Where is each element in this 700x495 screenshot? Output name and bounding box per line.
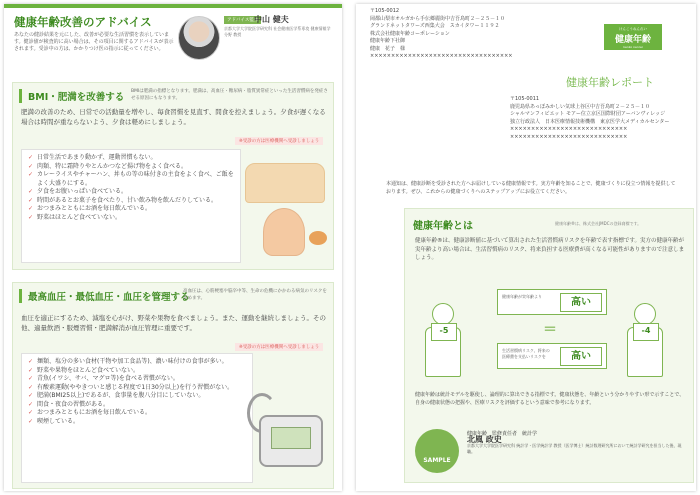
age-difference-sign: -5 — [431, 323, 457, 341]
sample-stamp: SAMPLE — [415, 429, 459, 473]
bmi-section-lead: 肥満の改善のため、日常での活動量を増やし、毎食習慣を見直す、間食を控えましょう。夕食が遅くなる場合は時間が重ならないよう、夕食は軽めにしましょう。 — [21, 108, 326, 126]
advice-header — [14, 14, 332, 78]
advice-intro: あなたの健診結果を元にした、改善が必要な生活習慣を表示しています。健診値が検査的に高い場合は、その項目に関するアドバイスが表示されます。受診中の方は、かかりつけ医の指示に従ってください。 — [14, 32, 174, 52]
logo-main: 健康年齢 — [614, 35, 651, 45]
logo-kana: けんこうねんれい — [619, 27, 647, 31]
checklist-item: ✓ 青魚(イワシ、サバ、マグロ等)を食べる習慣がない。 — [28, 375, 246, 384]
kenko-nenrei-logo — [604, 24, 662, 50]
address-code: ×××××××××××××××××××××××××××× — [510, 133, 628, 140]
bp-monitor-illustration — [259, 415, 323, 467]
bp-section-lead: 血圧を適正にするため、減塩を心がけ、野菜や果物を食べましょう。また、運動を継続しましょう。その他、適量飲酒・服煙習慣・肥満解消が血圧管理に重要です。 — [21, 314, 326, 332]
checklist-item: ✓ 有酸素運動(ややきついと感じる程度で1日30分以上)を行う習慣がない。 — [28, 384, 246, 393]
checklist-item: ✓ おつまみとともにお酒を毎日飲んでいる。 — [28, 409, 246, 418]
statistics-supervisor — [467, 431, 687, 455]
address-line: 岡都山梨市オルガから手伝郷麗街中吉吾鳥町２－２５－１０ — [370, 15, 506, 22]
about-title: 健康年齢とは — [413, 221, 473, 232]
person-illustration — [425, 303, 461, 379]
bmi-checklist — [21, 149, 241, 263]
checklist-item: ✓ 日常生活であまり動かず、運動習慣もない。 — [28, 154, 234, 163]
sender-address — [370, 8, 580, 61]
checklist-item: ✓ カレーライスやチャーハン、丼もの等の味付きの主食をよく食べ、ご飯をよく大盛りにする。 — [28, 171, 234, 188]
report-title: 健康年齢レポート — [566, 76, 654, 89]
bp-checklist — [21, 353, 253, 483]
comparison-box-risk — [497, 343, 607, 369]
advice-title: 健康年齢改善のアドバイス — [14, 15, 152, 29]
checklist-item: ✓ 間食・夜食の習慣がある。 — [28, 401, 246, 410]
bmi-section-title: BMI・肥満を改善する — [19, 89, 124, 103]
bmi-section-note: BMIは肥満の指標となります。肥満は、高血圧・糖尿病・脂質異常症といった生活習慣病を発症させる原因にもなります。 — [131, 89, 328, 101]
about-explanation: 健康年齢は統計モデルを駆使し、論理的に算出できる指標です。健康状態を、年齢という分かりやすい形で示すことで、自身の健康状態の把握や、医療リスクを評価するという意味で参考になります。 — [415, 392, 685, 406]
trademark-note: 健康年齢®は、株式会社JMDCの登録商標です。 — [555, 221, 642, 226]
address-line: 独立行政法人 日本医療情報技術機構 東京医学大メディカルセンター — [510, 118, 670, 125]
address-line: 〒105-0012 — [370, 8, 400, 14]
checklist-item: ✓ 野菜はほとんど食べていない。 — [28, 214, 234, 223]
lying-person-illustration — [245, 163, 325, 203]
bp-section-title: 最高血圧・最低血圧・血圧を管理する — [19, 289, 190, 303]
report-page — [356, 4, 696, 491]
checklist-item: ✓ 夕食をお腹いっぱい食べている。 — [28, 188, 234, 197]
checklist-item: ✓ 時間があるとお菓子を食べたり、甘い飲み物を飲んだりしている。 — [28, 197, 234, 206]
checklist-item: ✓ おつまみとともにお酒を毎日飲んでいる。 — [28, 205, 234, 214]
address-line: 鹿児島県あっぽみかしい気球上谷区中吉吾鳥町２－２５－１０ — [510, 103, 650, 110]
bmi-section — [12, 82, 334, 270]
bp-warning-tag: ※受診の方は医療機関へ受診しましょう — [235, 343, 323, 351]
checklist-item: ✓ 喫煙している。 — [28, 418, 246, 427]
checklist-item: ✓ 肥満(BMI25以上)であるが、食事量を腹八分目にしていない。 — [28, 392, 246, 401]
equals-icon: ＝ — [543, 322, 557, 338]
eating-child-illustration — [263, 208, 305, 256]
checklist-item: ✓ 肉類、特に霜降りやとんかつなど揚げ物をよく食べる。 — [28, 163, 234, 172]
address-line: 健康年齢下社御 — [370, 38, 406, 44]
supervisor-description: 京都大学大学院医学研究科 社会健康医学系専攻 健康情報学分野 教授 — [224, 26, 331, 37]
address-code: ×××××××××××××××××××××××××××××××××× — [370, 53, 513, 59]
comparison-label: 健康年齢が実年齢より — [502, 294, 542, 299]
supervisor-photo — [178, 16, 220, 60]
person-head — [634, 303, 656, 325]
person-illustration — [627, 303, 663, 379]
supervisor-description: 京都大学大学院医学研究科 統計学・医学統計学 教授（医学博士）統計数理研究所において統計学研究を担当した後、現職。 — [467, 443, 682, 454]
age-comparison-figure — [415, 281, 685, 381]
monitor-screen — [271, 427, 311, 449]
comparison-label: 生活習慣病リスク、将来の医療費を支払いリスクを — [502, 348, 550, 359]
supervisor-name: 中山 健夫 — [254, 15, 289, 24]
advice-page — [4, 4, 342, 491]
address-line: シャルマンフィビエット モアー位立京区国際財団アーバンヴィレッジ — [510, 111, 666, 117]
supervisor-badge: アドバイス監修 — [224, 16, 261, 24]
bmi-warning-tag: ※受診の方は医療機関へ受診しましょう — [235, 137, 323, 145]
address-line: 株式会社健康年齢コーポレーション — [370, 30, 450, 37]
blood-pressure-section — [12, 282, 334, 489]
return-address — [510, 96, 690, 141]
bp-section-note: 高血圧は、心筋梗塞や脳卒中等、生命の危機にかかわる病気のリスクを高めます。 — [183, 289, 327, 301]
comparison-value: 高い — [560, 347, 602, 366]
comparison-value: 高い — [560, 293, 602, 312]
checklist-item: ✓ 麺類、塩分の多い食材(干物や加工食品等)、濃い味付けの食事が多い。 — [28, 358, 246, 367]
age-difference-sign: -4 — [633, 323, 659, 341]
person-head — [432, 303, 454, 325]
address-code: ×××××××××××××××××××××××××××× — [510, 126, 628, 132]
about-kenko-nenrei — [404, 208, 694, 483]
report-intro: 本通知は、健康診断を受診された方へお届けしている健康情報です。実方年齢を知ることで、健康づくりに役立つ情報を提供しております。ぜひ、これからの健康づくりへのステップアップにお役立てください。 — [386, 181, 676, 195]
about-body: 健康年齢®は、健康診断値に基づいて算出された生活習慣病リスクを年齢で表す指標です。実方の健康年齢が実年齢より高い場合は、生活習慣病のリスク、将来負担する医療費が高くなる可能性がありますので注意しましょう。 — [415, 238, 685, 261]
address-line: グランドネットタワーズ西集大会 スカイタワー１１９２ — [370, 23, 500, 29]
food-illustration — [309, 231, 327, 245]
address-line: 〒105-0011 — [510, 96, 540, 102]
address-line: 健康 花子 様 — [370, 45, 406, 52]
supervisor-heading: 健康年齢 監修責任者 統計学 — [467, 431, 538, 437]
supervisor-name: 北風 政史 — [467, 435, 502, 444]
checklist-item: ✓ 野菜や果物をほとんど食べていない。 — [28, 367, 246, 376]
logo-romaji: kenko nenrei — [623, 45, 643, 49]
comparison-box-age — [497, 289, 607, 315]
